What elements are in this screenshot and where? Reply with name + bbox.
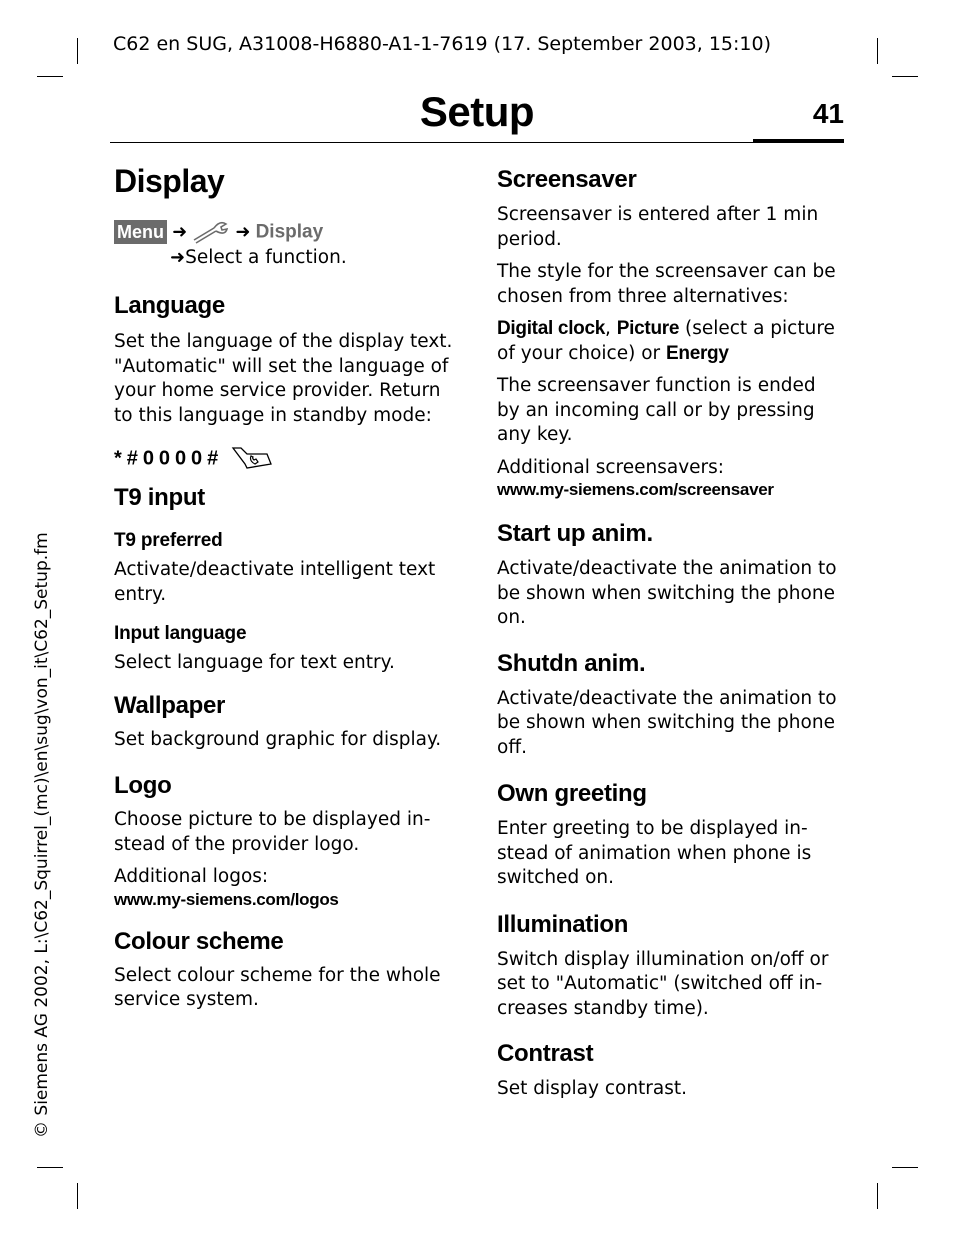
screensaver-p4: Additional screensavers: [497, 456, 725, 478]
logo-extra: Additional logos: [114, 866, 269, 887]
select-function [170, 246, 347, 271]
select-function-text: Select a function. [185, 247, 347, 268]
menu-key: Menu [114, 220, 167, 244]
crop-mark [877, 1183, 878, 1209]
chapter-title: Setup [419, 88, 535, 135]
left-column [114, 292, 459, 1013]
screensaver-p1: Screensaver is entered after 1 min period. [497, 204, 819, 250]
crop-mark [877, 38, 878, 64]
arrow-icon: ➜ [170, 247, 186, 268]
screensaver-url[interactable]: www.my-siemens.com/screensaver [497, 480, 774, 499]
crop-mark [77, 38, 78, 64]
input-language-body: Select language for text entry. [114, 652, 395, 673]
arrow-icon: ➜ [235, 221, 251, 243]
options-middle-text: (select a picture of your choice) or [497, 318, 835, 364]
heading-contrast: Contrast [497, 1040, 594, 1067]
t9-preferred-body: Activate/deactivate intelligent text entry. [114, 559, 436, 605]
page-number-rule [753, 139, 844, 143]
arrow-icon: ➜ [172, 221, 188, 243]
logos-url[interactable]: www.my-siemens.com/logos [114, 889, 339, 909]
screensaver-options [497, 317, 842, 366]
option-picture: Picture [616, 318, 680, 339]
heading-wallpaper: Wallpaper [114, 691, 226, 719]
display-label: Display [255, 221, 324, 243]
colour-scheme-body: Select colour scheme for the whole service system. [114, 964, 441, 1010]
heading-screensaver: Screensaver [497, 166, 637, 193]
crop-mark [37, 76, 63, 77]
heading-start-up-anim: Start up anim. [497, 520, 653, 547]
illumination-body: Switch display illumination on/off or set to "Automatic" (switched off in-creases standby time). [497, 948, 829, 1019]
shutdn-anim-body: Activate/deactivate the animation to be shown when switching the phone off. [497, 687, 837, 758]
heading-language: Language [114, 292, 225, 319]
logo-body: Choose picture to be displayed in-stead of the provider logo. [114, 809, 431, 855]
reset-code: * # 0 0 0 0 # [114, 447, 218, 470]
heading-t9-input: T9 input [114, 484, 205, 511]
call-key-icon [231, 444, 275, 476]
page-number: 41 [812, 98, 844, 129]
option-separator: , [605, 318, 617, 339]
option-digital-clock: Digital clock [497, 318, 606, 339]
wrench-icon [192, 218, 230, 248]
menu-path [114, 218, 323, 246]
wallpaper-body: Set background graphic for display. [114, 728, 442, 750]
section-title-display: Display [114, 163, 225, 199]
running-head: C62 en SUG, A31008-H6880-A1-1-7619 (17. September 2003, 15:10) [113, 33, 772, 55]
crop-mark [892, 1167, 918, 1168]
heading-illumination: Illumination [497, 910, 629, 938]
heading-own-greeting: Own greeting [497, 780, 647, 807]
language-body: Set the language of the display text. "Automatic" will set the language of your home service provider. Return to this language in standby mode: [114, 331, 453, 426]
header-rule [110, 142, 844, 143]
subheading-t9-preferred: T9 preferred [114, 530, 223, 551]
file-path-sidebar: © Siemens AG 2002, L:\C62_Squirrel_(mc)\en\sug\von_it\C62_Setup.fm [32, 532, 52, 1138]
crop-mark [77, 1183, 78, 1209]
subheading-input-language: Input language [114, 623, 247, 644]
right-column [497, 166, 842, 1102]
code-line [114, 444, 459, 480]
screensaver-p3: The screensaver function is ended by an incoming call or by pressing any key. [497, 375, 816, 445]
heading-logo: Logo [114, 772, 172, 799]
crop-mark [892, 76, 918, 77]
start-up-anim-body: Activate/deactivate the animation to be shown when switching the phone on. [497, 558, 837, 628]
heading-shutdn-anim: Shutdn anim. [497, 649, 646, 677]
crop-mark [37, 1167, 63, 1168]
option-energy: Energy [666, 342, 729, 364]
heading-colour-scheme: Colour scheme [114, 927, 284, 955]
own-greeting-body: Enter greeting to be displayed in-stead of animation when phone is switched on. [497, 818, 812, 888]
screensaver-p2: The style for the screensaver can be chosen from three alternatives: [497, 261, 836, 307]
contrast-body: Set display contrast. [497, 1078, 688, 1099]
